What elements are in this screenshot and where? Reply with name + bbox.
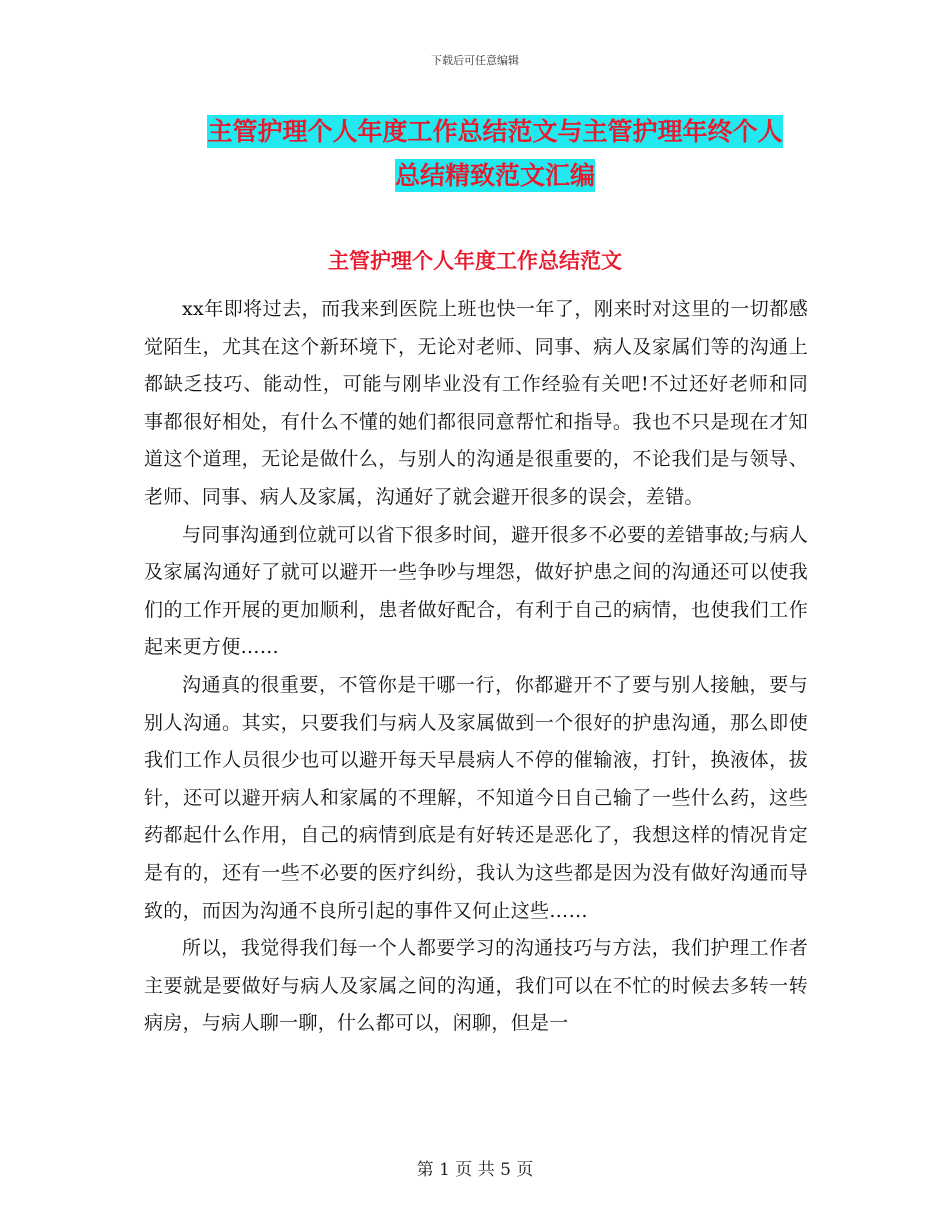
- document-title: [150, 110, 840, 198]
- document-body: [144, 291, 808, 1043]
- paragraph: xx年即将过去，而我来到医院上班也快一年了，刚来时对这里的一切都感觉陌生，尤其在这个新环境下，无论对老师、同事、病人及家属们等的沟通上都缺乏技巧、能动性，可能与刚毕业没有工作经验有关吧!不过还好老师和同事都很好相处，有什么不懂的她们都很同意帮忙和指导。我也不只是现在才知道这个道理，无论是做什么，与别人的沟通是很重要的，不论我们是与领导、老师、同事、病人及家属，沟通好了就会避开很多的误会，差错。: [144, 298, 808, 508]
- paragraph: 与同事沟通到位就可以省下很多时间，避开很多不必要的差错事故;与病人及家属沟通好了就可以避开一些争吵与埋怨，做好护患之间的沟通还可以使我们的工作开展的更加顺利，患者做好配合，有利于自己的病情，也使我们工作起来更方便……: [144, 523, 808, 659]
- header-note: 下载后可任意编辑: [431, 54, 519, 67]
- section-heading: 主管护理个人年度工作总结范文: [328, 249, 622, 273]
- paragraph: 沟通真的很重要，不管你是干哪一行，你都避开不了要与别人接触，要与别人沟通。其实，只要我们与病人及家属做到一个很好的护患沟通，那么即使我们工作人员很少也可以避开每天早晨病人不停的催输液，打针，换液体，拔针，还可以避开病人和家属的不理解，不知道今日自己输了一些什么药，这些药都起什么作用，自己的病情到底是有好转还是恶化了，我想这样的情况肯定是有的，还有一些不必要的医疗纠纷，我认为这些都是因为没有做好沟通而导致的，而因为沟通不良所引起的事件又何止这些……: [144, 673, 808, 922]
- title-line-1: 主管护理个人年度工作总结范文与主管护理年终个人: [207, 117, 783, 146]
- page-number: 第 1 页 共 5 页: [416, 1160, 534, 1180]
- paragraph: 所以，我觉得我们每一个人都要学习的沟通技巧与方法，我们护理工作者主要就是要做好与病人及家属之间的沟通，我们可以在不忙的时候去多转一转病房，与病人聊一聊，什么都可以，闲聊，但是一: [144, 937, 808, 1035]
- title-line-2: 总结精致范文汇编: [394, 161, 595, 190]
